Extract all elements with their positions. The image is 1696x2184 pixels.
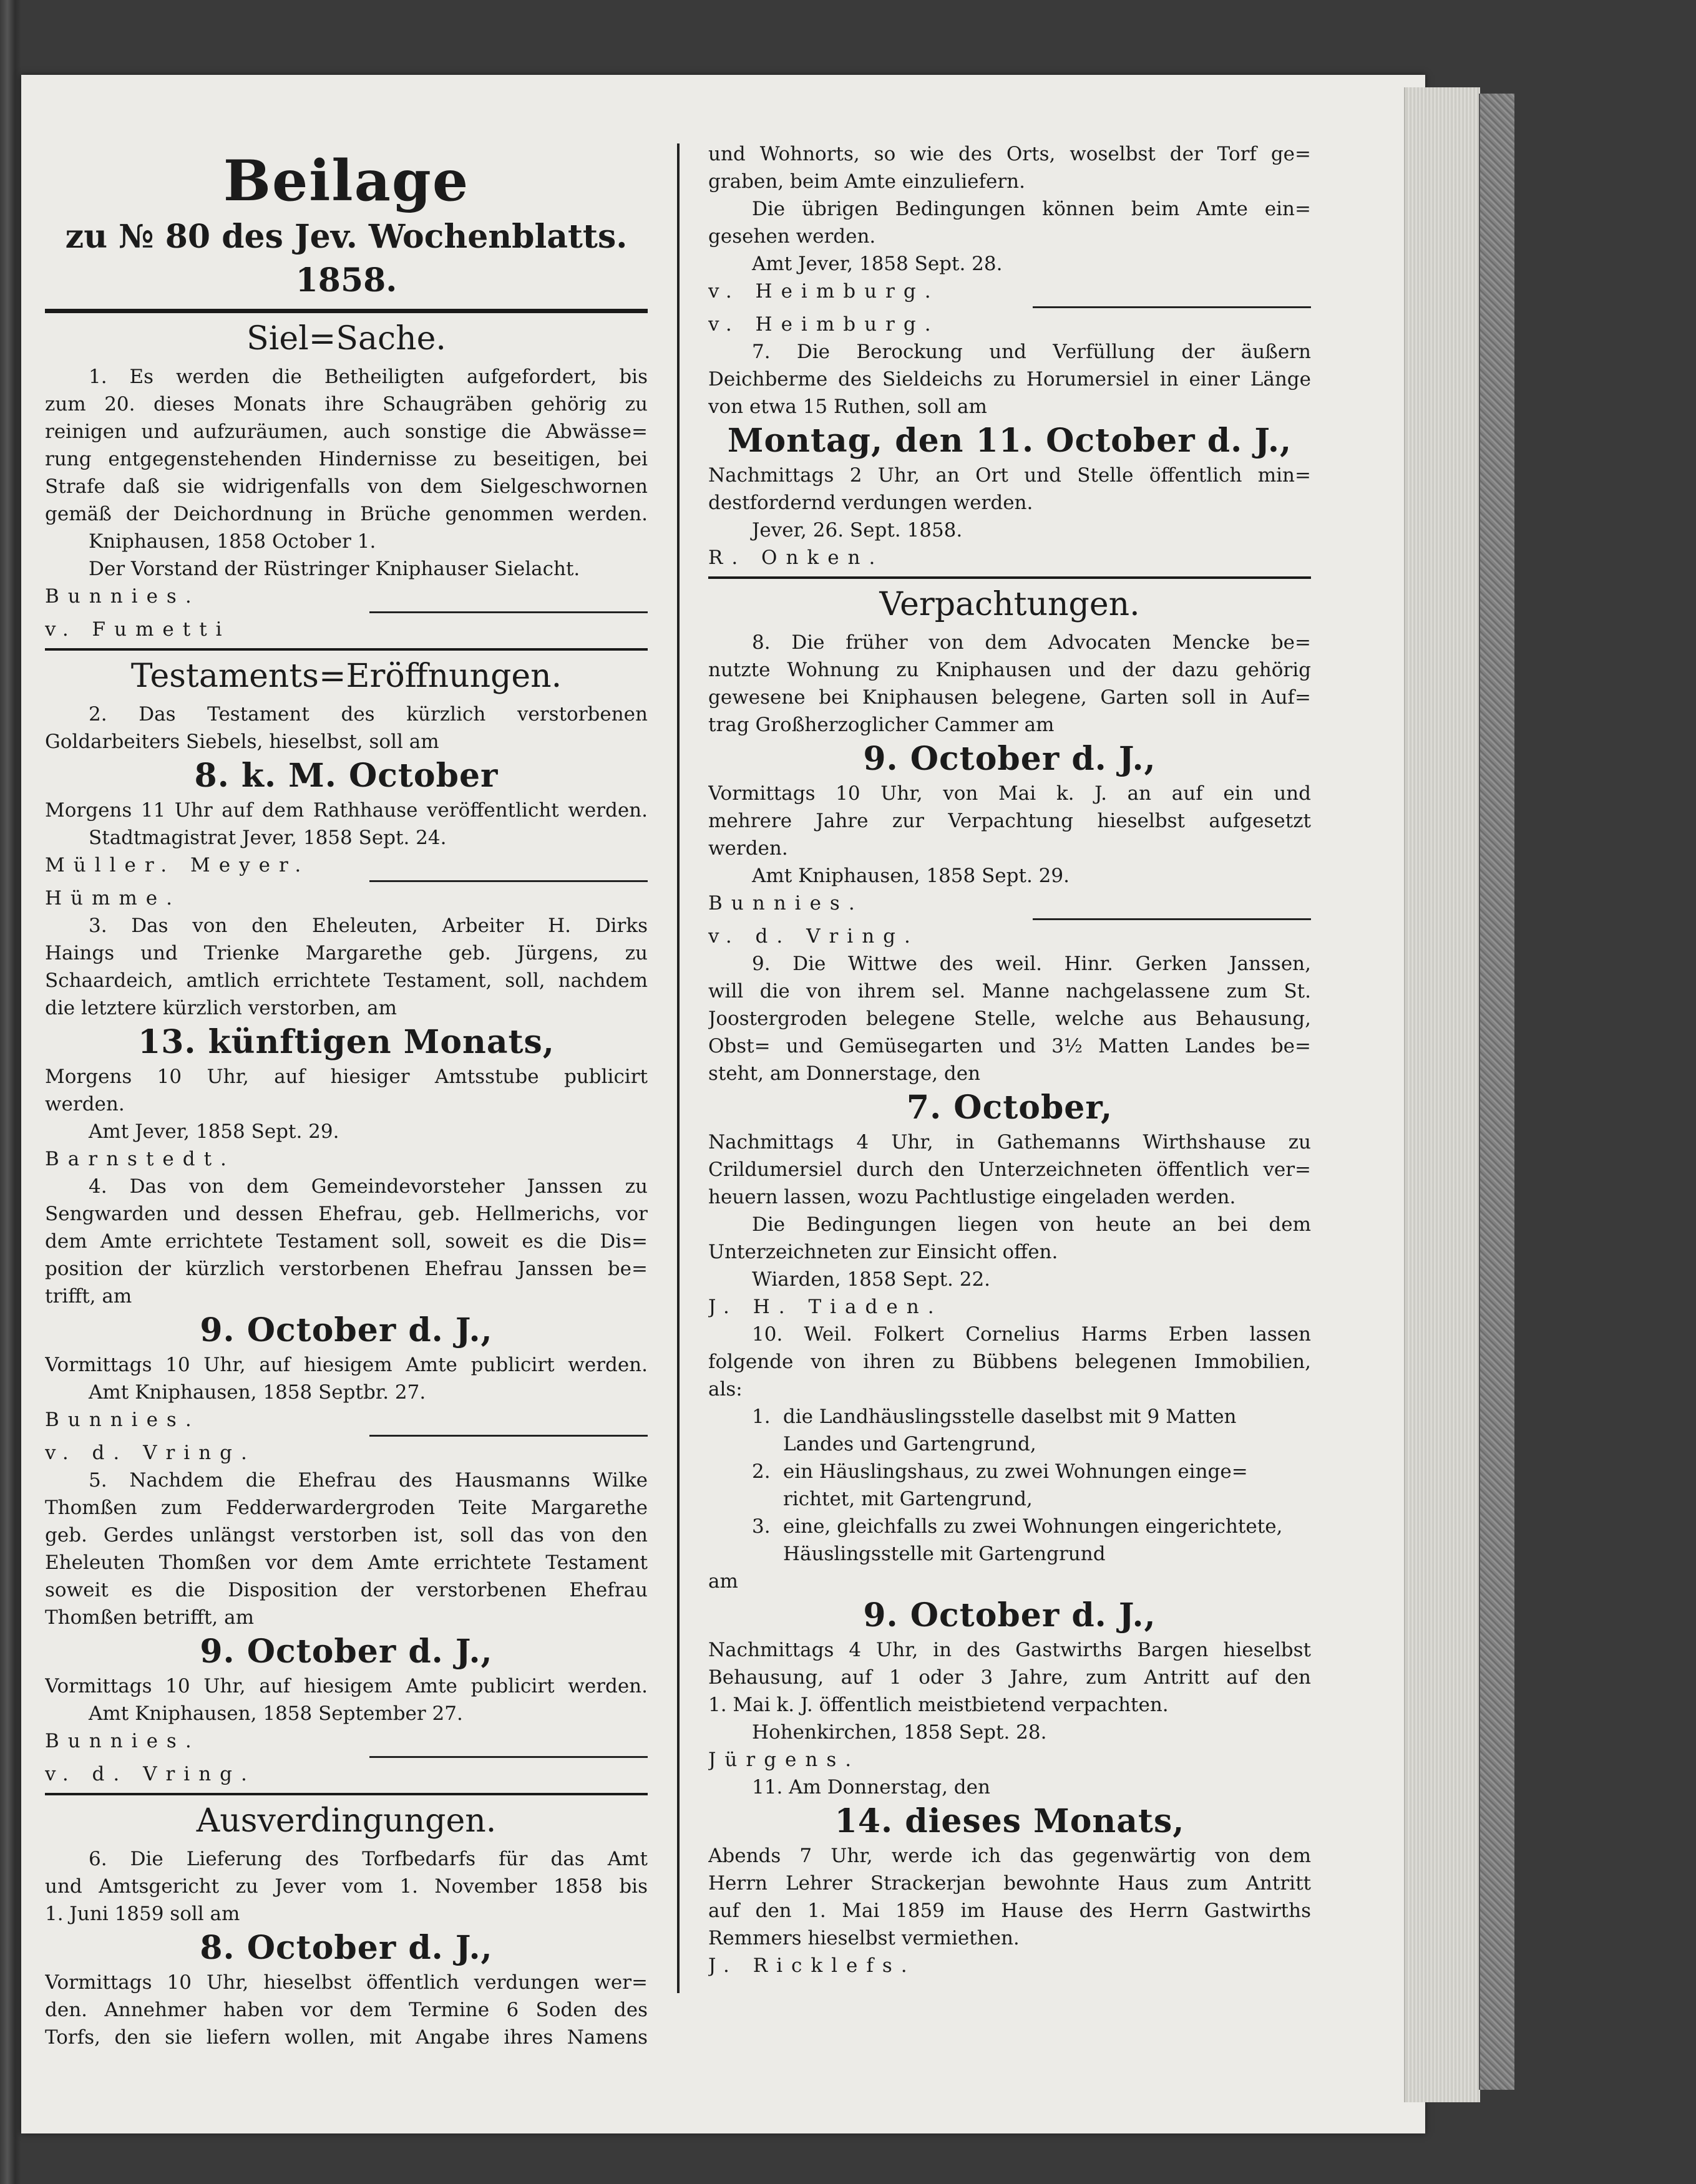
notice-1 [45, 363, 648, 643]
notice-place: Amt Kniphausen, 1858 September 27. [89, 1702, 463, 1725]
page-fore-edge [1404, 87, 1480, 2102]
notice-line: Deichberme des Sieldeichs zu Horumersiel in einer Länge [708, 368, 1311, 391]
column-divider [677, 143, 680, 1993]
notice-place: Wiarden, 1858 Sept. 22. [752, 1268, 991, 1291]
notice-line: 9. Die Wittwe des weil. Hinr. Gerken Janssen, [752, 953, 1311, 975]
notice-line: mehrere Jahre zur Verpachtung hieselbst aufgesetzt [708, 810, 1311, 832]
notice-line: werden. [45, 1093, 125, 1115]
notice-line: gesehen werden. [708, 225, 876, 248]
list-item [708, 1403, 1311, 1458]
notice-place: Amt Kniphausen, 1858 Septbr. 27. [89, 1381, 426, 1404]
signature: v. d. Vring. [45, 1442, 256, 1464]
notice-line: 5. Nachdem die Ehefrau des Hausmanns Wilke [89, 1469, 648, 1492]
signature: Hümme. [45, 887, 181, 910]
list-number: 2. [752, 1460, 771, 1483]
signature: Bunnies. [45, 1730, 200, 1752]
notice-date: 9. October d. J., [200, 1311, 493, 1349]
notice-line: Nachmittags 4 Uhr, in des Gastwirths Bargen hieselbst [708, 1639, 1311, 1661]
signature: v. Heimburg. [708, 313, 940, 336]
signature-rule [1033, 306, 1311, 308]
notice-date: 8. October d. J., [200, 1929, 493, 1967]
notice-line: Herrn Lehrer Strackerjan bewohnte Haus zum Antritt [708, 1872, 1311, 1895]
signature-rule [369, 880, 648, 882]
notice-line: destfordernd verdungen werden. [708, 492, 1033, 514]
notice-line: werden. [708, 837, 788, 860]
notice-line: am [708, 1570, 738, 1593]
notice-date: 7. October, [906, 1089, 1113, 1127]
list-number: 1. [752, 1405, 771, 1428]
notice-line: Crildumersiel durch den Unterzeichneten öffentlich ver= [708, 1158, 1311, 1181]
notice-line: Morgens 10 Uhr, auf hiesiger Amtsstube publicirt [45, 1065, 648, 1088]
notice-line: 6. Die Lieferung des Torfbedarfs für das Amt [89, 1848, 648, 1870]
notice-3 [45, 912, 648, 1173]
notice-line: Goldarbeiters Siebels, hieselbst, soll am [45, 730, 439, 753]
notice-line: Nachmittags 4 Uhr, in Gathemanns Wirthshause zu [708, 1131, 1311, 1153]
notice-11 [708, 1774, 1311, 1979]
notice-place: Kniphausen, 1858 October 1. [89, 530, 376, 553]
notice-line: Unterzeichneten zur Einsicht offen. [708, 1241, 1058, 1263]
signature: v. d. Vring. [708, 925, 919, 948]
notice-line: graben, beim Amte einzuliefern. [708, 170, 1025, 193]
section-rule [45, 648, 648, 651]
signature: J. Ricklefs. [708, 1954, 916, 1977]
notice-line: 7. Die Berockung und Verfüllung der äußern [752, 341, 1311, 363]
notice-date: 13. künftigen Monats, [138, 1023, 555, 1061]
notice-line: 11. Am Donnerstag, den [752, 1776, 990, 1798]
notice-line: Morgens 11 Uhr auf dem Rathhause veröffentlicht werden. [45, 799, 648, 822]
notice-line: und Amtsgericht zu Jever vom 1. November 1858 bis [45, 1875, 648, 1898]
notice-date: Montag, den 11. October d. J., [727, 422, 1292, 460]
notice-place: Amt Jever, 1858 Sept. 28. [752, 253, 1003, 275]
notice-line: Haings und Trienke Margarethe geb. Jürgens, zu [45, 942, 648, 964]
list-text: ein Häuslingshaus, zu zwei Wohnungen einge= [782, 1460, 1248, 1483]
signature-rule [369, 611, 648, 613]
notice-line: folgende von ihren zu Bübbens belegenen Immobilien, [708, 1351, 1311, 1373]
notice-line: zum 20. dieses Monats ihre Schaugräben gehörig zu [45, 393, 648, 415]
notice-place: Stadtmagistrat Jever, 1858 Sept. 24. [89, 827, 447, 849]
notice-line: Torfs, den sie liefern wollen, mit Angabe ihres Namens [45, 2026, 648, 2049]
section-heading-testamente: Testaments=Eröffnungen. [130, 658, 562, 695]
section-heading-ausverdingungen: Ausverdingungen. [196, 1802, 497, 1840]
notice-line: Thomßen betrifft, am [45, 1606, 255, 1629]
notice-date: 9. October d. J., [863, 740, 1156, 778]
masthead-title: Beilage [223, 148, 470, 214]
notice-line: 3. Das von den Eheleuten, Arbeiter H. Dirks [89, 915, 648, 937]
notice-6 [45, 1845, 648, 2051]
book-cover [1479, 94, 1514, 2090]
notice-line: Strafe daß sie widrigenfalls von dem Sielgeschwornen [45, 475, 648, 498]
section-heading-verpachtungen: Verpachtungen. [879, 586, 1140, 623]
notice-line: auf den 1. Mai 1859 im Hause des Herrn Gastwirths [708, 1900, 1311, 1922]
notice-issuer: Der Vorstand der Rüstringer Kniphauser Sielacht. [89, 558, 580, 580]
notice-line: 1. Es werden die Betheiligten aufgefordert, bis [89, 366, 648, 388]
notice-line: 8. Die früher von dem Advocaten Mencke be= [752, 631, 1311, 654]
notice-9 [708, 950, 1311, 1321]
notice-line: 2. Das Testament des kürzlich verstorbenen [89, 703, 648, 726]
notice-line: Eheleuten Thomßen vor dem Amte errichtete Testament [45, 1551, 648, 1574]
notice-line: 1. Mai k. J. öffentlich meistbietend verpachten. [708, 1694, 1169, 1716]
notice-line: Vormittags 10 Uhr, auf hiesigem Amte publicirt werden. [45, 1675, 648, 1697]
notice-line: gemäß der Deichordnung in Brüche genommen werden. [45, 503, 648, 525]
list-item [708, 1458, 1311, 1513]
list-text: Häuslingsstelle mit Gartengrund [783, 1543, 1106, 1565]
notice-line: reinigen und aufzuräumen, auch sonstige die Abwässe= [45, 420, 648, 443]
notice-line: Vormittags 10 Uhr, auf hiesigem Amte publicirt werden. [45, 1354, 648, 1376]
notice-line: Joostergroden belegene Stelle, welche aus Behausung, [708, 1007, 1311, 1030]
signature: R. Onken. [708, 546, 884, 569]
list-text: eine, gleichfalls zu zwei Wohnungen eingerichtete, [782, 1515, 1283, 1538]
notice-line: position der kürzlich verstorbenen Ehefrau Janssen be= [45, 1258, 648, 1280]
right-column [708, 140, 1311, 1979]
notice-date: 9. October d. J., [200, 1633, 493, 1671]
notice-line: von etwa 15 Ruthen, soll am [708, 396, 987, 418]
notice-6-continued [708, 140, 1311, 338]
notice-line: trifft, am [45, 1285, 132, 1308]
notice-line: Vormittags 10 Uhr, hieselbst öffentlich verdungen wer= [45, 1971, 648, 1994]
notice-line: trag Großherzoglicher Cammer am [708, 714, 1055, 736]
signature: Barnstedt. [45, 1148, 235, 1170]
notice-line: Remmers hieselbst vermiethen. [708, 1927, 1020, 1949]
signature: v. Fumetti [45, 618, 231, 641]
left-column [45, 140, 648, 2051]
notice-line: geb. Gerdes unlängst verstorben ist, soll das von den [45, 1524, 648, 1546]
notice-line: steht, am Donnerstage, den [708, 1062, 981, 1085]
notice-line: als: [708, 1378, 743, 1400]
notice-line: Schaardeich, amtlich errichtete Testament, soll, nachdem [45, 969, 648, 992]
notice-place: Hohenkirchen, 1858 Sept. 28. [752, 1721, 1047, 1744]
notice-8 [708, 629, 1311, 950]
notice-line: dem Amte errichtete Testament soll, soweit es die Dis= [45, 1230, 648, 1253]
signature: Jürgens. [708, 1749, 860, 1771]
notice-line: Sengwarden und dessen Ehefrau, geb. Hellmerichs, vor [45, 1203, 648, 1225]
notice-10 [708, 1321, 1311, 1774]
notice-line: heuern lassen, wozu Pachtlustige eingeladen werden. [708, 1186, 1236, 1208]
list-item [708, 1513, 1311, 1568]
notice-place: Amt Jever, 1858 Sept. 29. [89, 1120, 339, 1143]
notice-line: 10. Weil. Folkert Cornelius Harms Erben lassen [752, 1323, 1311, 1346]
list-text: Landes und Gartengrund, [783, 1433, 1036, 1455]
signature: J. H. Tiaden. [708, 1296, 943, 1318]
notice-line: den. Annehmer haben vor dem Termine 6 Soden des [45, 1999, 648, 2021]
notice-4 [45, 1173, 648, 1467]
signature: Müller. Meyer. [45, 854, 310, 876]
notice-date: 9. October d. J., [863, 1596, 1156, 1634]
notice-line: die letztere kürzlich verstorben, am [45, 997, 397, 1019]
notice-line: Behausung, auf 1 oder 3 Jahre, zum Antritt auf den [708, 1666, 1311, 1689]
notice-line: Die Bedingungen liegen von heute an bei dem [752, 1213, 1311, 1236]
signature-rule [369, 1756, 648, 1758]
list-text: richtet, mit Gartengrund, [783, 1488, 1033, 1510]
signature: v. d. Vring. [45, 1763, 256, 1785]
notice-line: Nachmittags 2 Uhr, an Ort und Stelle öffentlich min= [708, 464, 1311, 487]
signature-rule [1033, 918, 1311, 920]
notice-line: nutzte Wohnung zu Kniphausen und der dazu gehörig [708, 659, 1311, 681]
notice-line: Thomßen zum Fedderwardergroden Teite Margarethe [45, 1497, 648, 1519]
signature: Bunnies. [45, 1409, 200, 1431]
notice-date: 14. dieses Monats, [834, 1802, 1185, 1840]
signature: Bunnies. [45, 585, 200, 608]
section-heading-siel: Siel=Sache. [246, 320, 446, 357]
notice-line: Abends 7 Uhr, werde ich das gegenwärtig von dem [708, 1845, 1311, 1867]
signature-rule [369, 1435, 648, 1437]
list-text: die Landhäuslingsstelle daselbst mit 9 Matten [782, 1405, 1237, 1428]
notice-date: 8. k. M. October [194, 757, 499, 795]
section-rule [708, 576, 1311, 579]
notice-line: soweit es die Disposition der verstorbenen Ehefrau [45, 1579, 648, 1601]
notice-5 [45, 1467, 648, 1788]
notice-line: Die übrigen Bedingungen können beim Amte ein= [752, 198, 1311, 220]
notice-place: Amt Kniphausen, 1858 Sept. 29. [752, 865, 1070, 887]
signature: Bunnies. [708, 892, 864, 915]
notice-line: Obst= und Gemüsegarten und 3½ Matten Landes be= [708, 1035, 1311, 1057]
notice-line: rung entgegenstehenden Hindernisse zu beseitigen, bei [45, 448, 648, 470]
notice-line: 4. Das von dem Gemeindevorsteher Janssen zu [89, 1175, 648, 1198]
section-rule [45, 1793, 648, 1795]
notice-2 [45, 701, 648, 912]
signature: v. Heimburg. [708, 280, 940, 303]
notice-line: Vormittags 10 Uhr, von Mai k. J. an auf ein und [708, 782, 1311, 805]
notice-line: gewesene bei Kniphausen belegene, Garten soll in Auf= [708, 686, 1311, 709]
notice-place: Jever, 26. Sept. 1858. [752, 519, 963, 541]
notice-line: und Wohnorts, so wie des Orts, woselbst der Torf ge= [708, 143, 1311, 165]
list-number: 3. [752, 1515, 771, 1538]
notice-7 [708, 338, 1311, 571]
notice-line: 1. Juni 1859 soll am [45, 1903, 240, 1925]
notice-line: will die von ihrem sel. Manne nachgelassene zum St. [708, 980, 1311, 1002]
masthead-subtitle: zu № 80 des Jev. Wochenblatts. 1858. [65, 218, 628, 299]
masthead-rule [45, 309, 648, 313]
